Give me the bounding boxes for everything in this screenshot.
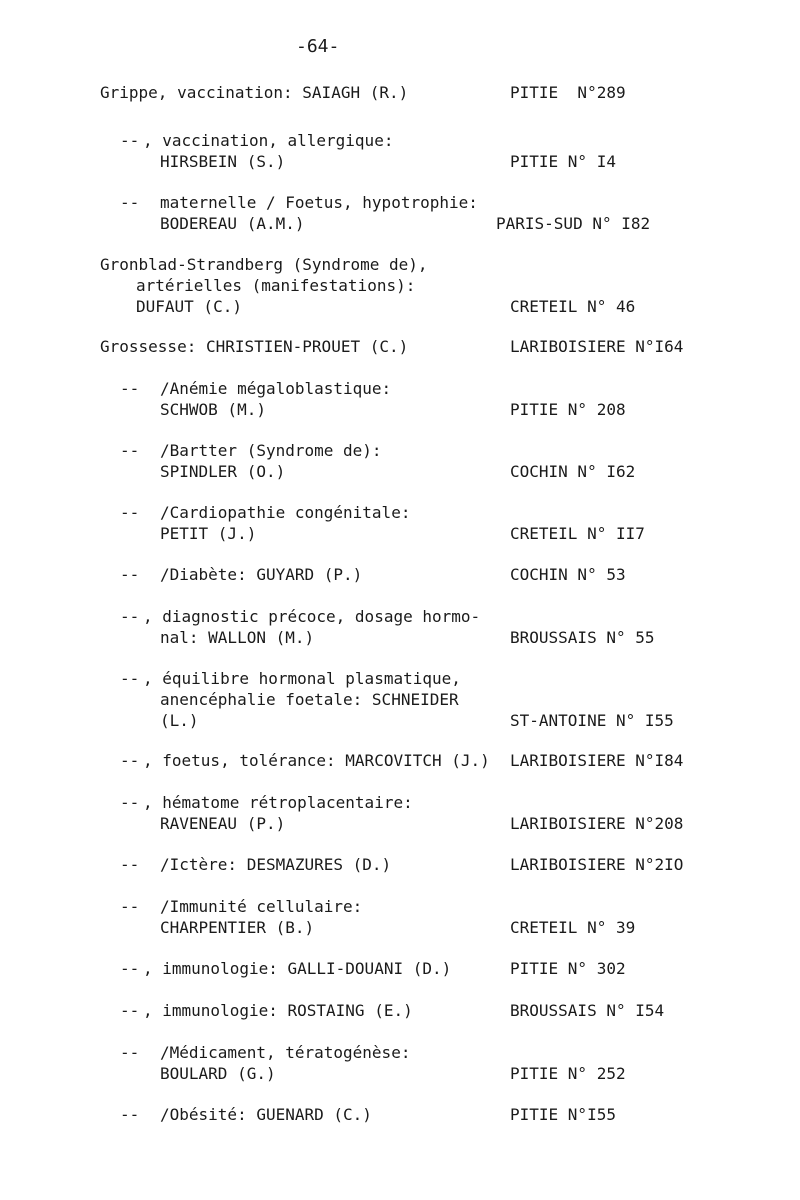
thesis-reference: LARIBOISIERE N°208 xyxy=(510,814,684,833)
entry-heading: /Cardiopathie congénitale: xyxy=(160,503,411,522)
thesis-reference: PITIE N° 208 xyxy=(510,400,626,419)
index-entry xyxy=(0,750,800,771)
index-entry xyxy=(0,440,800,482)
entry-line xyxy=(0,254,800,275)
entry-line xyxy=(0,1063,800,1084)
entry-line xyxy=(0,606,800,627)
entry-line xyxy=(0,1000,800,1021)
entry-continuation: nal: WALLON (M.) xyxy=(160,628,315,647)
thesis-reference: COCHIN N° 53 xyxy=(510,565,626,584)
index-entry xyxy=(0,668,800,731)
entry-dash: -- xyxy=(120,379,140,398)
entry-heading: , immunologie: ROSTAING (E.) xyxy=(143,1001,413,1020)
entry-line xyxy=(0,523,800,544)
page-number: -64- xyxy=(296,36,340,57)
entry-heading: , foetus, tolérance: MARCOVITCH (J.) xyxy=(143,751,490,770)
index-entry xyxy=(0,896,800,938)
entry-line xyxy=(0,192,800,213)
entry-heading: , hématome rétroplacentaire: xyxy=(143,793,413,812)
entry-heading: /Immunité cellulaire: xyxy=(160,897,363,916)
entry-continuation: SCHWOB (M.) xyxy=(160,400,266,419)
entry-line xyxy=(0,213,800,234)
entry-continuation: CHARPENTIER (B.) xyxy=(160,918,315,937)
thesis-reference: PITIE N° I4 xyxy=(510,152,616,171)
index-entry xyxy=(0,958,800,979)
entry-dash: -- xyxy=(120,751,140,770)
entry-dash: -- xyxy=(120,1001,140,1020)
entry-line xyxy=(0,1104,800,1125)
entry-line xyxy=(0,151,800,172)
entry-heading: maternelle / Foetus, hypotrophie: xyxy=(160,193,478,212)
thesis-reference: CRETEIL N° 46 xyxy=(510,297,636,316)
index-entry xyxy=(0,254,800,317)
index-entry xyxy=(0,1000,800,1021)
entry-continuation: RAVENEAU (P.) xyxy=(160,814,286,833)
entry-continuation: SPINDLER (O.) xyxy=(160,462,286,481)
entry-line xyxy=(0,296,800,317)
entry-line xyxy=(0,958,800,979)
thesis-reference: LARIBOISIERE N°I84 xyxy=(510,751,684,770)
entry-line xyxy=(0,792,800,813)
entry-heading: , diagnostic précoce, dosage hormo- xyxy=(143,607,481,626)
entry-line xyxy=(0,82,800,103)
index-entry xyxy=(0,336,800,357)
entry-continuation: DUFAUT (C.) xyxy=(136,297,242,316)
entry-line xyxy=(0,896,800,917)
entry-line xyxy=(0,710,800,731)
entry-heading: Grossesse: CHRISTIEN-PROUET (C.) xyxy=(100,337,409,356)
entry-continuation: anencéphalie foetale: SCHNEIDER xyxy=(160,690,459,709)
thesis-reference: CRETEIL N° 39 xyxy=(510,918,636,937)
entry-continuation: BODEREAU (A.M.) xyxy=(160,214,305,233)
thesis-reference: LARIBOISIERE N°I64 xyxy=(510,337,684,356)
entry-dash: -- xyxy=(120,793,140,812)
index-entry xyxy=(0,502,800,544)
entry-line xyxy=(0,461,800,482)
thesis-reference: PITIE N° 302 xyxy=(510,959,626,978)
entry-line xyxy=(0,854,800,875)
entry-line xyxy=(0,627,800,648)
thesis-reference: COCHIN N° I62 xyxy=(510,462,636,481)
entry-dash: -- xyxy=(120,897,140,916)
entry-line xyxy=(0,1042,800,1063)
entry-line xyxy=(0,378,800,399)
entry-dash: -- xyxy=(120,1043,140,1062)
entry-heading: , immunologie: GALLI-DOUANI (D.) xyxy=(143,959,452,978)
entry-heading: /Ictère: DESMAZURES (D.) xyxy=(160,855,392,874)
entry-continuation: BOULARD (G.) xyxy=(160,1064,276,1083)
index-entry xyxy=(0,1042,800,1084)
entry-line xyxy=(0,336,800,357)
entry-line xyxy=(0,275,800,296)
entry-line xyxy=(0,917,800,938)
index-entry xyxy=(0,792,800,834)
entry-heading: Grippe, vaccination: SAIAGH (R.) xyxy=(100,83,409,102)
entry-dash: -- xyxy=(120,193,140,212)
entry-continuation: artérielles (manifestations): xyxy=(136,276,416,295)
index-entry xyxy=(0,854,800,875)
entry-line xyxy=(0,440,800,461)
entry-dash: -- xyxy=(120,1105,140,1124)
entry-heading: Gronblad-Strandberg (Syndrome de), xyxy=(100,255,428,274)
entry-dash: -- xyxy=(120,565,140,584)
entry-continuation: PETIT (J.) xyxy=(160,524,257,543)
entry-continuation: (L.) xyxy=(160,711,199,730)
thesis-reference: PITIE N°289 xyxy=(510,83,626,102)
entry-dash: -- xyxy=(120,503,140,522)
entry-heading: , vaccination, allergique: xyxy=(143,131,394,150)
entry-dash: -- xyxy=(120,441,140,460)
thesis-reference: PITIE N° 252 xyxy=(510,1064,626,1083)
entry-dash: -- xyxy=(120,131,140,150)
index-entry xyxy=(0,1104,800,1125)
entry-continuation: HIRSBEIN (S.) xyxy=(160,152,286,171)
entry-heading: /Médicament, tératogénèse: xyxy=(160,1043,411,1062)
entry-dash: -- xyxy=(120,607,140,626)
entry-heading: /Diabète: GUYARD (P.) xyxy=(160,565,363,584)
thesis-reference: PARIS-SUD N° I82 xyxy=(496,214,651,233)
thesis-reference: BROUSSAIS N° I54 xyxy=(510,1001,665,1020)
index-entry xyxy=(0,378,800,420)
entry-heading: , équilibre hormonal plasmatique, xyxy=(143,669,461,688)
entry-line xyxy=(0,130,800,151)
index-entry xyxy=(0,564,800,585)
entry-line xyxy=(0,668,800,689)
thesis-reference: LARIBOISIERE N°2IO xyxy=(510,855,684,874)
thesis-reference: BROUSSAIS N° 55 xyxy=(510,628,655,647)
entry-line xyxy=(0,813,800,834)
entry-dash: -- xyxy=(120,855,140,874)
entry-line xyxy=(0,502,800,523)
entry-dash: -- xyxy=(120,669,140,688)
index-entry xyxy=(0,82,800,103)
entry-line xyxy=(0,564,800,585)
entry-dash: -- xyxy=(120,959,140,978)
entry-heading: /Anémie mégaloblastique: xyxy=(160,379,392,398)
thesis-reference: CRETEIL N° II7 xyxy=(510,524,645,543)
entry-heading: /Obésité: GUENARD (C.) xyxy=(160,1105,372,1124)
index-entry xyxy=(0,606,800,648)
thesis-reference: PITIE N°I55 xyxy=(510,1105,616,1124)
entry-line xyxy=(0,750,800,771)
index-entry xyxy=(0,130,800,172)
entry-heading: /Bartter (Syndrome de): xyxy=(160,441,382,460)
index-entry xyxy=(0,192,800,234)
entry-line xyxy=(0,399,800,420)
thesis-reference: ST-ANTOINE N° I55 xyxy=(510,711,674,730)
entry-line xyxy=(0,689,800,710)
